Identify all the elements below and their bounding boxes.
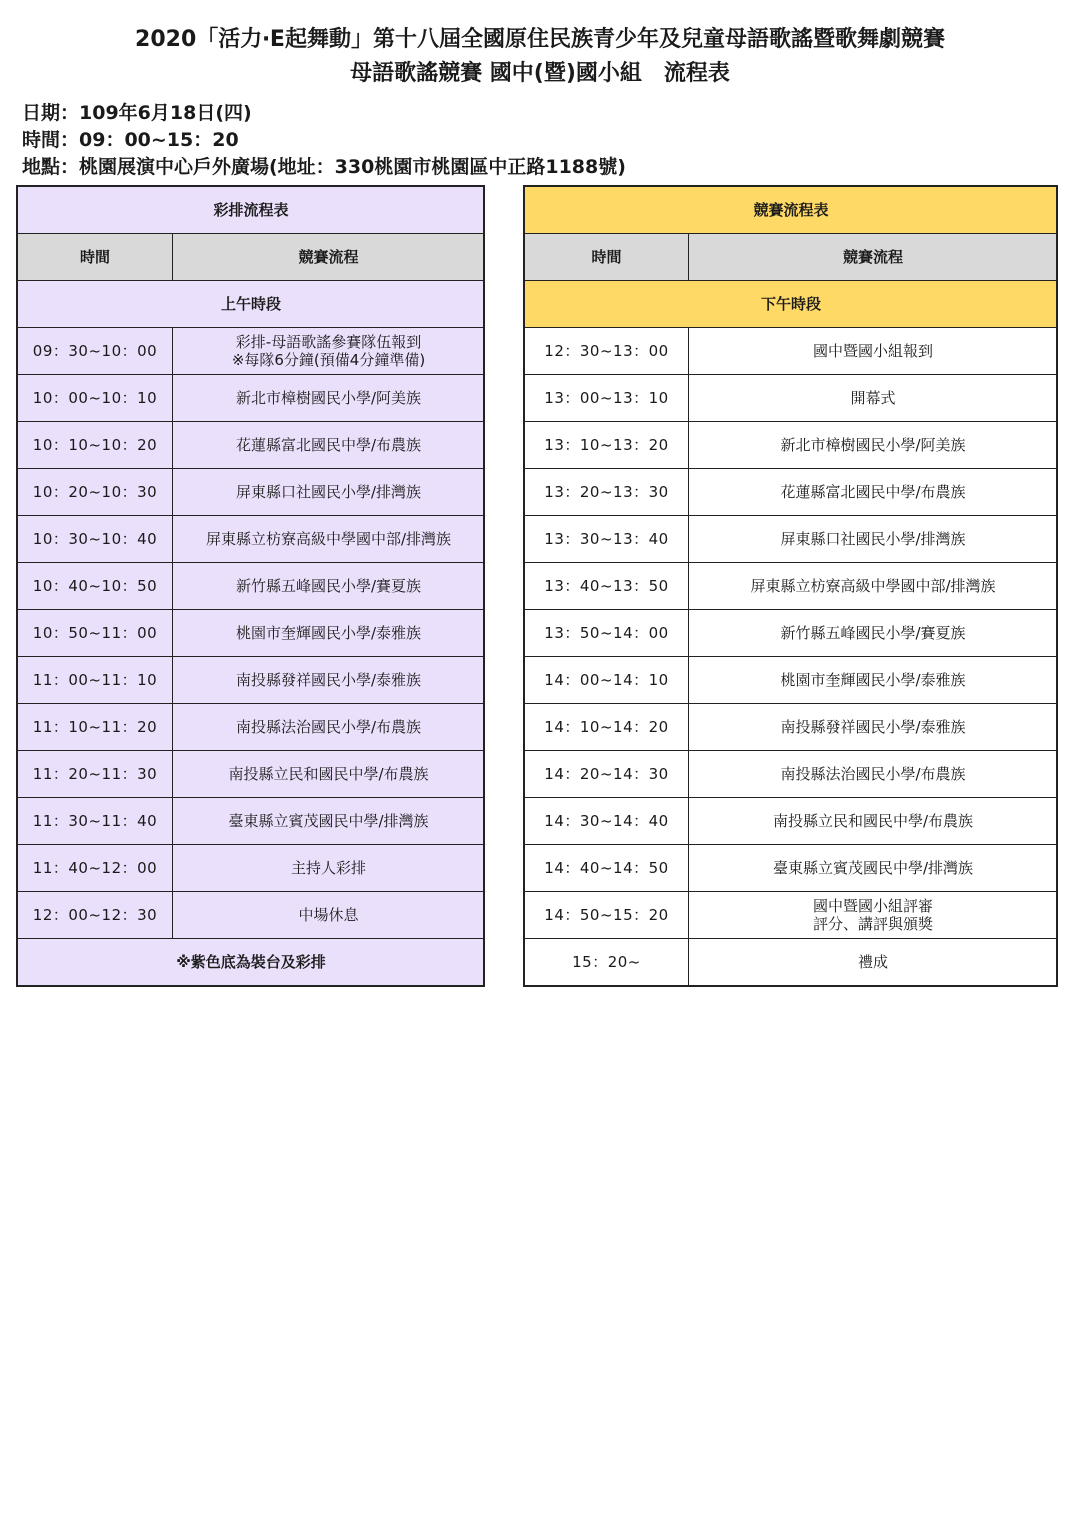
competition-time-cell-line1: 12：30~13：00: [544, 342, 669, 360]
competition-flow-cell: [689, 563, 1058, 610]
table-row: [18, 939, 485, 986]
competition-flow-cell-line1: 屏東縣立枋寮高級中學國中部/排灣族: [750, 577, 996, 595]
rehearsal-time-cell: [18, 563, 173, 610]
rehearsal-flow-cell: [173, 328, 485, 375]
competition-flow-cell-line1: 國中暨國小組報到: [812, 342, 933, 360]
table-row: [18, 422, 485, 469]
table-row: [18, 751, 485, 798]
table-row: [525, 516, 1058, 563]
table-row: [525, 798, 1058, 845]
competition-time-cell: [525, 375, 689, 422]
rehearsal-flow-cell: [173, 516, 485, 563]
rehearsal-time-cell: [18, 375, 173, 422]
rehearsal-time-cell: [18, 892, 173, 939]
competition-time-cell-line1: 13：20~13：30: [544, 483, 669, 501]
rehearsal-time-cell-line1: 11：30~11：40: [32, 812, 158, 830]
rehearsal-flow-cell-line1: 中場休息: [298, 906, 359, 924]
rehearsal-flow-cell-line1: 彩排-母語歌謠參賽隊伍報到: [235, 333, 422, 351]
table-row: [18, 892, 485, 939]
competition-flow-cell: [689, 845, 1058, 892]
rehearsal-flow-cell-line1: 南投縣發祥國民小學/泰雅族: [235, 671, 422, 689]
competition-flow-cell-line1: 桃園市奎輝國民小學/泰雅族: [780, 671, 966, 689]
competition-section-afternoon: 下午時段: [525, 281, 1058, 328]
competition-flow-cell-line1: 花蓮縣富北國民中學/布農族: [780, 483, 966, 501]
rehearsal-flow-cell: [173, 422, 485, 469]
competition-flow-cell: [689, 751, 1058, 798]
rehearsal-table: [17, 186, 485, 986]
rehearsal-time-cell-line1: 11：40~12：00: [32, 859, 158, 877]
rehearsal-flow-cell-line1: 桃園市奎輝國民小學/泰雅族: [235, 624, 422, 642]
competition-time-cell: [525, 328, 689, 375]
rehearsal-flow-cell: [173, 845, 485, 892]
competition-flow-cell: [689, 892, 1058, 939]
competition-flow-cell-line1: 南投縣發祥國民小學/泰雅族: [780, 718, 966, 736]
rehearsal-time-cell: [18, 798, 173, 845]
rehearsal-time-cell-line1: 11：00~11：10: [32, 671, 158, 689]
competition-time-cell: [525, 939, 689, 986]
competition-time-cell-line1: 13：40~13：50: [544, 577, 669, 595]
competition-table-title: 競賽流程表: [525, 187, 1058, 234]
competition-flow-cell-line2: 評分、講評與頒獎: [812, 915, 933, 933]
competition-col-flow-header: 競賽流程: [689, 234, 1058, 281]
rehearsal-time-cell-line1: 10：30~10：40: [32, 530, 158, 548]
table-row: [525, 563, 1058, 610]
table-row: [18, 469, 485, 516]
competition-time-cell: [525, 422, 689, 469]
competition-time-cell-line1: 14：50~15：20: [544, 906, 669, 924]
table-row: [18, 563, 485, 610]
rehearsal-time-cell: [18, 469, 173, 516]
table-row: [525, 328, 1058, 375]
competition-flow-cell: [689, 939, 1058, 986]
event-time: 時間：09：00~15：20: [22, 129, 239, 151]
competition-flow-cell: [689, 704, 1058, 751]
rehearsal-time-cell-line1: 10：40~10：50: [32, 577, 158, 595]
table-row: [18, 704, 485, 751]
table-row: [525, 469, 1058, 516]
rehearsal-time-cell: [18, 657, 173, 704]
table-row: [18, 798, 485, 845]
rehearsal-time-cell-line1: 09：30~10：00: [32, 342, 158, 360]
competition-time-cell-line1: 15：20~: [572, 953, 641, 971]
rehearsal-time-cell-line1: 12：00~12：30: [32, 906, 158, 924]
rehearsal-flow-cell: [173, 798, 485, 845]
competition-flow-cell: [689, 516, 1058, 563]
rehearsal-flow-cell-line1: 臺東縣立賓茂國民中學/排灣族: [228, 812, 429, 830]
event-date: 日期：109年6月18日(四): [22, 102, 252, 124]
rehearsal-time-cell-line1: 11：20~11：30: [32, 765, 158, 783]
rehearsal-time-cell-line1: 10：20~10：30: [32, 483, 158, 501]
competition-flow-cell-line1: 開幕式: [850, 389, 896, 407]
rehearsal-time-cell-line1: 10：00~10：10: [32, 389, 158, 407]
rehearsal-col-time-header: 時間: [18, 234, 173, 281]
rehearsal-flow-cell: [173, 704, 485, 751]
rehearsal-flow-cell: [173, 610, 485, 657]
document-subtitle: 母語歌謠競賽 國中(暨)國小組 流程表: [350, 61, 730, 86]
competition-flow-cell: [689, 610, 1058, 657]
rehearsal-section-morning: 上午時段: [18, 281, 485, 328]
competition-flow-cell: [689, 422, 1058, 469]
competition-time-cell: [525, 892, 689, 939]
competition-time-cell: [525, 751, 689, 798]
competition-time-cell-line1: 14：30~14：40: [544, 812, 669, 830]
competition-time-cell-line1: 13：00~13：10: [544, 389, 669, 407]
table-row: [525, 657, 1058, 704]
rehearsal-time-cell: [18, 516, 173, 563]
competition-flow-cell-line1: 禮成: [857, 953, 888, 971]
competition-table: [524, 186, 1058, 986]
competition-flow-cell: [689, 798, 1058, 845]
rehearsal-flow-cell-line1: 新竹縣五峰國民小學/賽夏族: [235, 577, 422, 595]
competition-flow-cell-line1: 臺東縣立賓茂國民中學/排灣族: [772, 859, 974, 877]
competition-time-cell-line1: 14：40~14：50: [544, 859, 669, 877]
rehearsal-flow-cell-line1: 屏東縣口社國民小學/排灣族: [235, 483, 422, 501]
rehearsal-flow-cell: [173, 657, 485, 704]
table-row: [525, 892, 1058, 939]
competition-time-cell-line1: 14：00~14：10: [544, 671, 669, 689]
competition-time-cell: [525, 845, 689, 892]
competition-time-cell: [525, 798, 689, 845]
table-row: [18, 375, 485, 422]
rehearsal-flow-cell-line1: 花蓮縣富北國民中學/布農族: [235, 436, 422, 454]
table-row: [525, 610, 1058, 657]
rehearsal-flow-cell: [173, 469, 485, 516]
table-row: [18, 328, 485, 375]
rehearsal-flow-cell: [173, 375, 485, 422]
rehearsal-flow-cell-line1: 新北市樟樹國民小學/阿美族: [235, 389, 422, 407]
competition-time-cell-line1: 13：10~13：20: [544, 436, 669, 454]
rehearsal-time-cell: [18, 751, 173, 798]
table-row: [525, 751, 1058, 798]
rehearsal-time-cell-line1: 11：10~11：20: [32, 718, 158, 736]
rehearsal-flow-cell-line1: 主持人彩排: [290, 859, 366, 877]
competition-flow-cell-line1: 新竹縣五峰國民小學/賽夏族: [780, 624, 966, 642]
table-row: [525, 375, 1058, 422]
table-row: [18, 657, 485, 704]
table-row: [525, 704, 1058, 751]
competition-flow-cell: [689, 657, 1058, 704]
table-row: [525, 422, 1058, 469]
competition-time-cell: [525, 657, 689, 704]
rehearsal-flow-cell-line2: ※每隊6分鐘(預備4分鐘準備): [231, 351, 426, 369]
competition-flow-cell-line1: 屏東縣口社國民小學/排灣族: [780, 530, 966, 548]
rehearsal-time-cell: [18, 328, 173, 375]
competition-time-cell: [525, 563, 689, 610]
rehearsal-time-cell: [18, 422, 173, 469]
rehearsal-time-cell: [18, 704, 173, 751]
competition-flow-cell: [689, 469, 1058, 516]
rehearsal-flow-cell: [173, 751, 485, 798]
table-row: [18, 516, 485, 563]
competition-flow-cell-line1: 國中暨國小組評審: [812, 897, 933, 915]
competition-time-cell: [525, 610, 689, 657]
table-row: [525, 939, 1058, 986]
rehearsal-time-cell-line1: 10：10~10：20: [32, 436, 158, 454]
competition-time-cell: [525, 469, 689, 516]
table-row: [525, 845, 1058, 892]
rehearsal-flow-cell: [173, 563, 485, 610]
competition-time-cell-line1: 14：20~14：30: [544, 765, 669, 783]
competition-time-cell: [525, 704, 689, 751]
rehearsal-time-cell-line1: 10：50~11：00: [32, 624, 158, 642]
competition-time-cell: [525, 516, 689, 563]
competition-flow-cell-line1: 南投縣立民和國民中學/布農族: [772, 812, 974, 830]
document-title: 2020「活力‧E起舞動」第十八屆全國原住民族青少年及兒童母語歌謠暨歌舞劇競賽: [135, 27, 945, 52]
competition-time-cell-line1: 13：50~14：00: [544, 624, 669, 642]
competition-flow-cell: [689, 375, 1058, 422]
competition-flow-cell-line1: 南投縣法治國民小學/布農族: [780, 765, 966, 783]
competition-time-cell-line1: 13：30~13：40: [544, 530, 669, 548]
competition-flow-cell: [689, 328, 1058, 375]
event-location: 地點：桃園展演中心戶外廣場(地址：330桃園市桃園區中正路1188號): [22, 156, 626, 178]
rehearsal-time-cell: [18, 845, 173, 892]
rehearsal-flow-cell-line1: 南投縣法治國民小學/布農族: [235, 718, 422, 736]
rehearsal-table-title: 彩排流程表: [18, 187, 485, 234]
rehearsal-col-flow-header: 競賽流程: [173, 234, 485, 281]
competition-col-time-header: 時間: [525, 234, 689, 281]
rehearsal-flow-cell: [173, 892, 485, 939]
rehearsal-flow-cell-line1: 南投縣立民和國民中學/布農族: [228, 765, 429, 783]
rehearsal-flow-cell-line1: 屏東縣立枋寮高級中學國中部/排灣族: [205, 530, 452, 548]
competition-flow-cell-line1: 新北市樟樹國民小學/阿美族: [780, 436, 966, 454]
table-row: [18, 845, 485, 892]
competition-time-cell-line1: 14：10~14：20: [544, 718, 669, 736]
rehearsal-time-cell: [18, 610, 173, 657]
table-row: [18, 610, 485, 657]
rehearsal-footnote: ※紫色底為裝台及彩排: [18, 939, 485, 986]
